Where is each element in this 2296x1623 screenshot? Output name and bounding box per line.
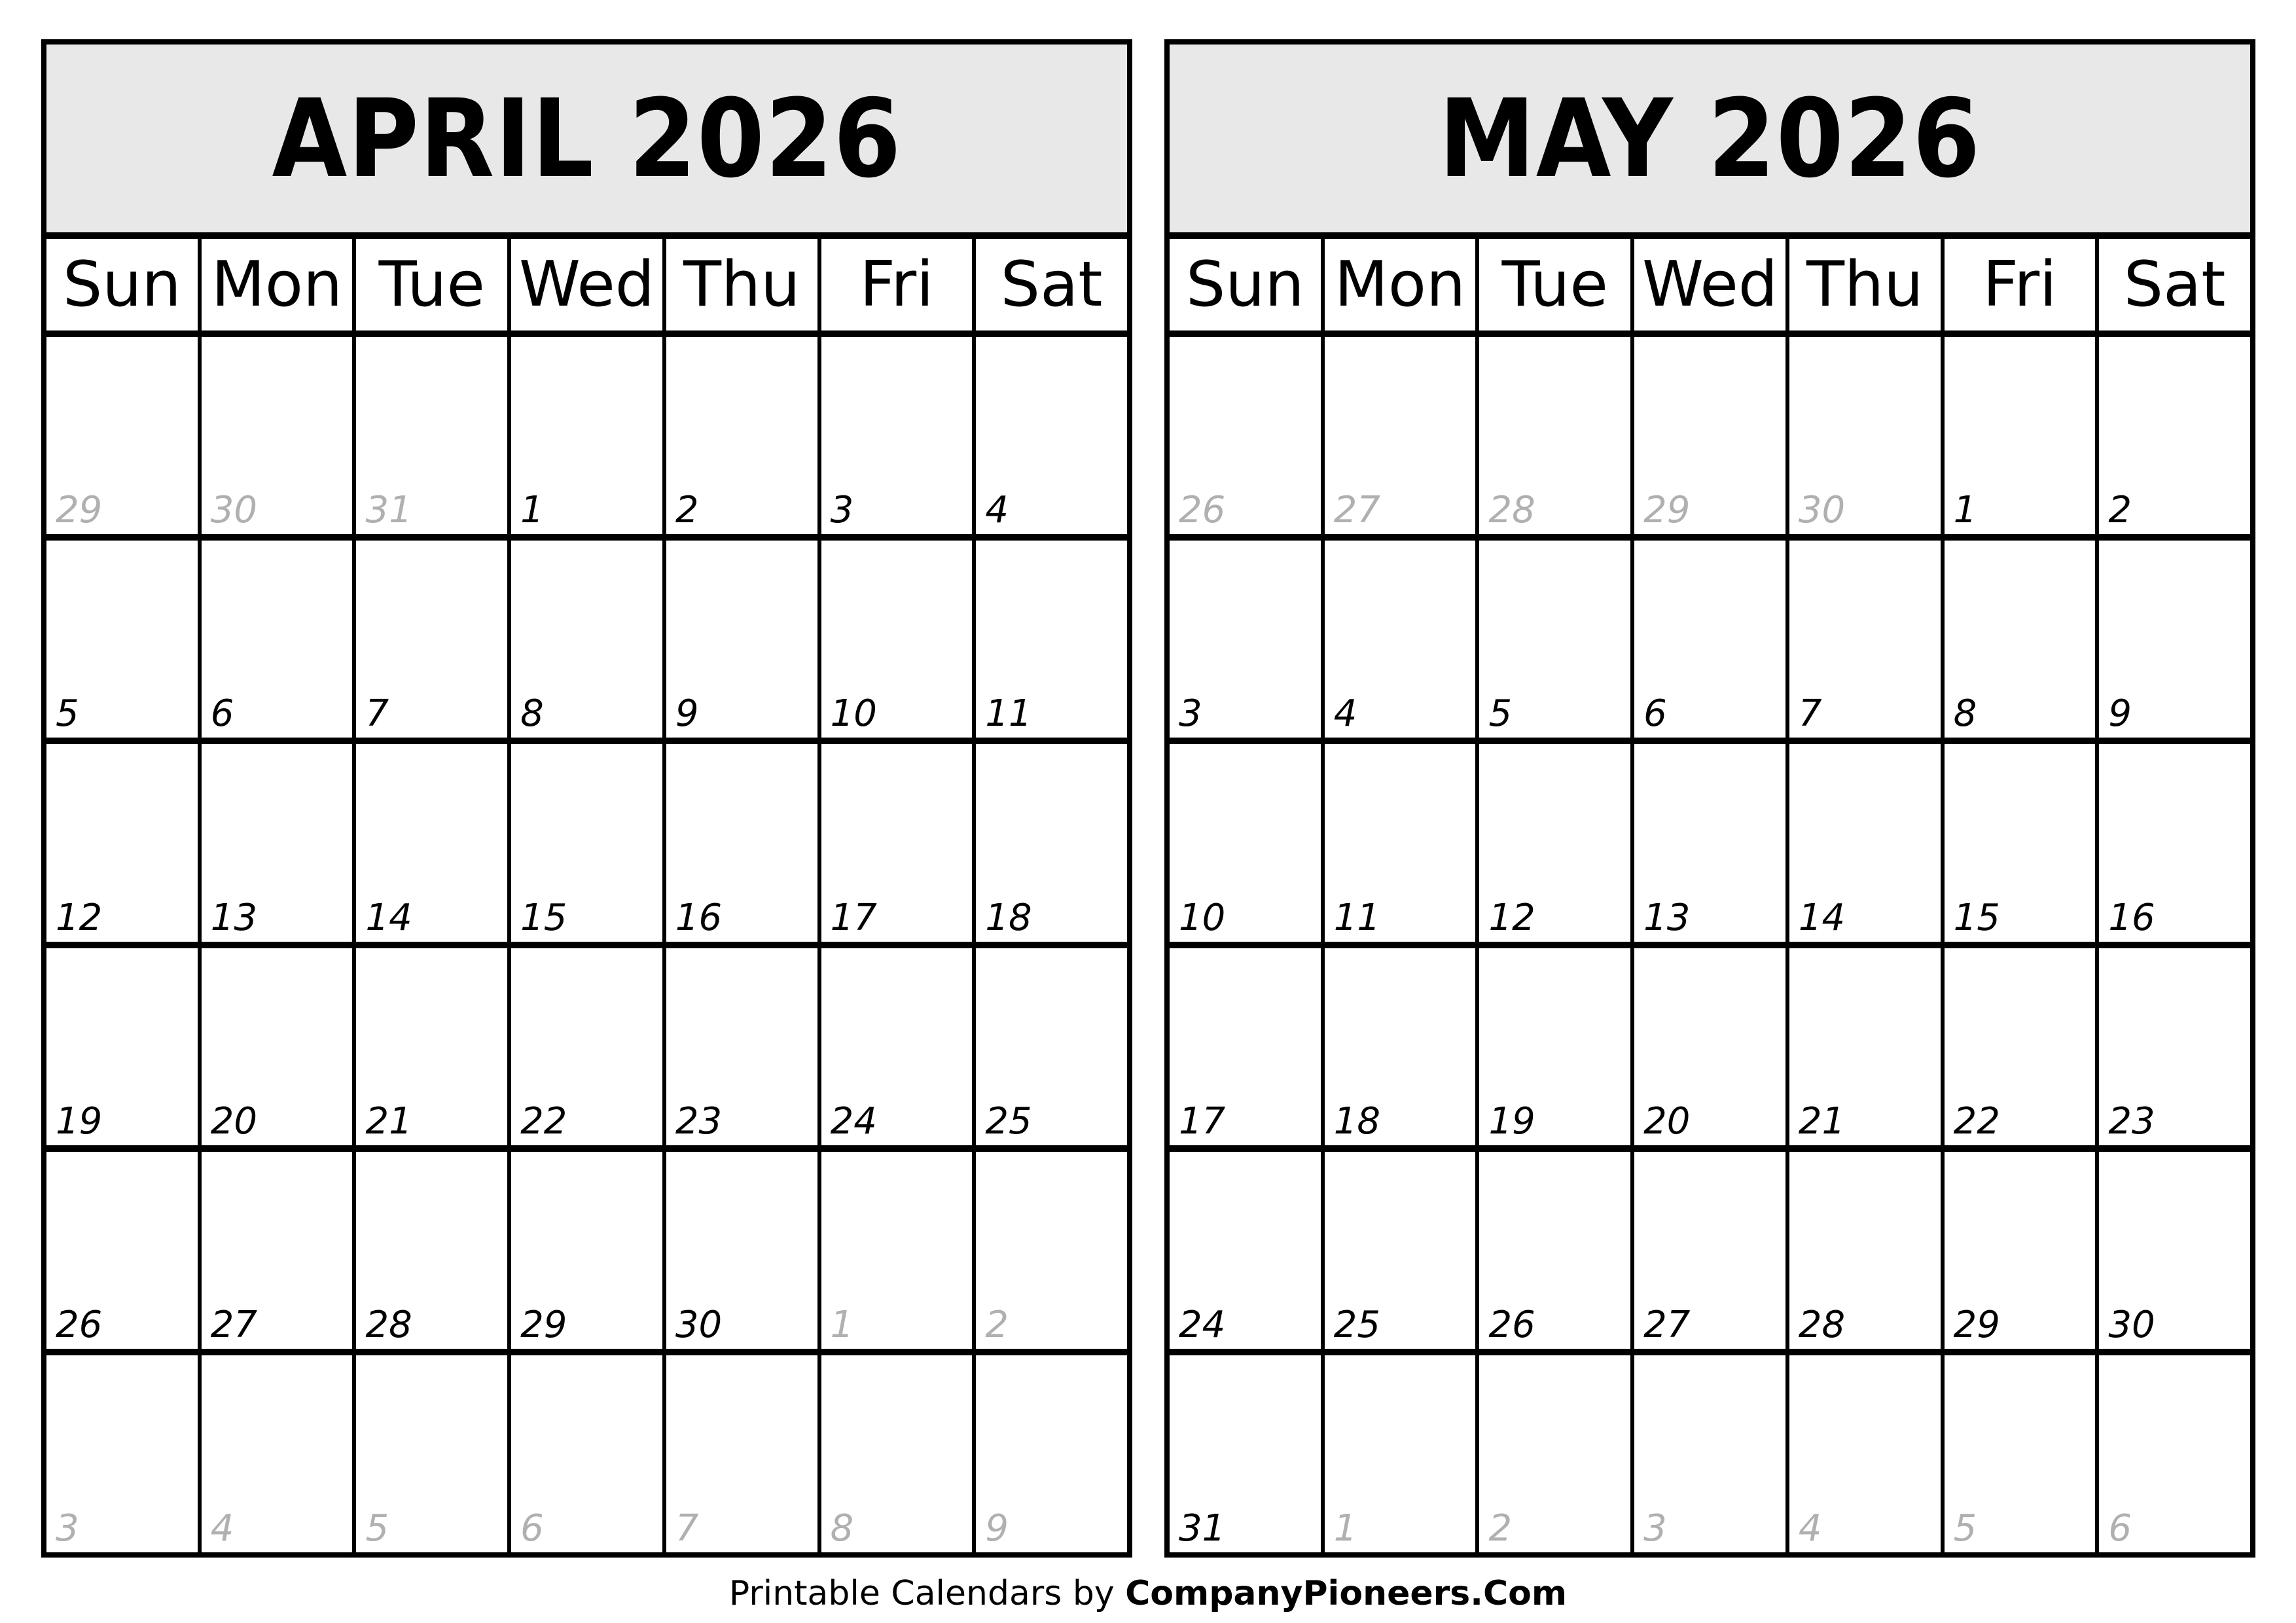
date-number: 7 bbox=[365, 692, 389, 736]
date-cell-adjacent-month bbox=[511, 1355, 666, 1552]
date-number: 10 bbox=[830, 692, 877, 736]
date-cell-adjacent-month bbox=[46, 1355, 202, 1552]
date-number: 23 bbox=[2108, 1099, 2155, 1143]
date-number: 5 bbox=[1488, 692, 1513, 736]
date-cell bbox=[356, 948, 511, 1145]
weekday-header-tue: Tue bbox=[356, 239, 511, 330]
date-cell bbox=[1634, 1152, 1789, 1349]
date-number: 10 bbox=[1179, 896, 1226, 939]
date-cell bbox=[2099, 541, 2250, 738]
date-cell bbox=[1325, 541, 1480, 738]
date-cell-adjacent-month bbox=[2099, 1355, 2250, 1552]
date-number: 5 bbox=[365, 1507, 389, 1550]
date-cell bbox=[511, 1152, 666, 1349]
weekday-header-sat: Sat bbox=[1000, 249, 1103, 321]
date-number: 25 bbox=[1333, 1303, 1380, 1346]
date-number: 21 bbox=[1798, 1099, 1846, 1143]
date-number: 7 bbox=[675, 1507, 699, 1550]
date-cell bbox=[1634, 948, 1789, 1145]
date-cell bbox=[1170, 744, 1325, 941]
date-cell bbox=[1479, 1152, 1634, 1349]
date-cell bbox=[1325, 948, 1480, 1145]
date-number: 1 bbox=[1953, 489, 1977, 532]
date-cell bbox=[976, 948, 1127, 1145]
weekday-header-wed: Wed bbox=[511, 239, 666, 330]
date-number: 4 bbox=[210, 1507, 234, 1550]
date-cell bbox=[2099, 1152, 2250, 1349]
date-number: 12 bbox=[1488, 896, 1535, 939]
date-cell bbox=[202, 1152, 357, 1349]
date-number: 24 bbox=[830, 1099, 877, 1143]
date-cell-adjacent-month bbox=[821, 1152, 977, 1349]
footer bbox=[0, 1567, 2296, 1620]
date-number: 11 bbox=[1333, 896, 1380, 939]
date-number: 6 bbox=[520, 1507, 544, 1550]
date-number: 30 bbox=[2108, 1303, 2155, 1346]
weekday-header-sun: Sun bbox=[1170, 239, 1325, 330]
weekday-header-mon: Mon bbox=[1325, 239, 1480, 330]
date-number: 7 bbox=[1798, 692, 1822, 736]
date-cell bbox=[976, 337, 1127, 534]
date-number: 24 bbox=[1179, 1303, 1226, 1346]
date-number: 18 bbox=[985, 896, 1032, 939]
date-number: 27 bbox=[1643, 1303, 1691, 1346]
date-cell bbox=[1325, 1152, 1480, 1349]
week-row bbox=[46, 337, 1127, 541]
date-cell bbox=[1479, 744, 1634, 941]
date-cell-adjacent-month bbox=[202, 1355, 357, 1552]
date-number: 26 bbox=[56, 1303, 103, 1346]
week-row bbox=[1170, 1355, 2250, 1552]
calendar-april-2026 bbox=[41, 39, 1132, 1558]
date-number: 28 bbox=[1488, 489, 1535, 532]
date-number: 28 bbox=[365, 1303, 412, 1346]
date-cell bbox=[1789, 1152, 1945, 1349]
date-cell bbox=[2099, 744, 2250, 941]
date-number: 12 bbox=[56, 896, 103, 939]
date-cell bbox=[2099, 948, 2250, 1145]
date-cell bbox=[1634, 744, 1789, 941]
date-cell-adjacent-month bbox=[1479, 337, 1634, 534]
date-number: 15 bbox=[520, 896, 567, 939]
week-row bbox=[1170, 948, 2250, 1152]
week-row bbox=[1170, 1152, 2250, 1355]
date-cell bbox=[1945, 541, 2100, 738]
date-cell bbox=[821, 744, 977, 941]
date-number: 30 bbox=[210, 489, 257, 532]
month-title: MAY 2026 bbox=[1439, 75, 1981, 202]
weekday-header-thu: Thu bbox=[666, 239, 821, 330]
date-number: 1 bbox=[830, 1303, 854, 1346]
weekday-header-wed: Wed bbox=[1634, 239, 1789, 330]
dates-grid bbox=[46, 337, 1127, 1552]
date-cell bbox=[1634, 541, 1789, 738]
date-cell bbox=[356, 744, 511, 941]
date-number: 3 bbox=[830, 489, 854, 532]
date-number: 1 bbox=[520, 489, 544, 532]
month-title-band bbox=[1170, 45, 2250, 239]
date-number: 23 bbox=[675, 1099, 723, 1143]
date-number: 14 bbox=[365, 896, 412, 939]
date-number: 30 bbox=[675, 1303, 723, 1346]
date-cell bbox=[821, 337, 977, 534]
date-number: 26 bbox=[1488, 1303, 1535, 1346]
weekday-header-sat: Sat bbox=[2123, 249, 2226, 321]
weekday-header-fri: Fri bbox=[1945, 239, 2100, 330]
date-number: 3 bbox=[56, 1507, 79, 1550]
date-number: 4 bbox=[1798, 1507, 1822, 1550]
weekday-header-mon: Mon bbox=[202, 239, 357, 330]
date-cell-adjacent-month bbox=[976, 1152, 1127, 1349]
date-number: 25 bbox=[985, 1099, 1032, 1143]
date-cell bbox=[511, 337, 666, 534]
date-number: 18 bbox=[1333, 1099, 1380, 1143]
date-cell-adjacent-month bbox=[202, 337, 357, 534]
date-cell bbox=[821, 948, 977, 1145]
date-cell bbox=[356, 1152, 511, 1349]
date-cell-adjacent-month bbox=[356, 1355, 511, 1552]
date-number: 9 bbox=[2108, 692, 2132, 736]
date-cell bbox=[1479, 541, 1634, 738]
week-row bbox=[46, 1152, 1127, 1355]
date-number: 4 bbox=[985, 489, 1009, 532]
date-cell-adjacent-month bbox=[821, 1355, 977, 1552]
date-cell-adjacent-month bbox=[976, 1355, 1127, 1552]
date-cell-adjacent-month bbox=[1170, 337, 1325, 534]
date-number: 19 bbox=[1488, 1099, 1535, 1143]
date-cell-adjacent-month bbox=[1634, 337, 1789, 534]
calendar-may-2026 bbox=[1164, 39, 2255, 1558]
month-title: APRIL 2026 bbox=[272, 75, 902, 202]
date-number: 1 bbox=[1333, 1507, 1357, 1550]
date-number: 6 bbox=[1643, 692, 1667, 736]
date-cell bbox=[356, 541, 511, 738]
month-title-band bbox=[46, 45, 1127, 239]
date-cell bbox=[46, 541, 202, 738]
footer-text: Printable Calendars by bbox=[728, 1574, 1126, 1613]
date-number: 19 bbox=[56, 1099, 103, 1143]
week-row bbox=[46, 541, 1127, 744]
date-number: 8 bbox=[520, 692, 544, 736]
date-cell bbox=[1170, 541, 1325, 738]
date-cell bbox=[1325, 744, 1480, 941]
date-number: 26 bbox=[1179, 489, 1226, 532]
date-number: 9 bbox=[675, 692, 699, 736]
date-number: 22 bbox=[520, 1099, 567, 1143]
date-cell bbox=[2099, 337, 2250, 534]
date-number: 15 bbox=[1953, 896, 2000, 939]
date-cell-adjacent-month bbox=[46, 337, 202, 534]
date-number: 5 bbox=[1953, 1507, 1977, 1550]
week-row bbox=[46, 1355, 1127, 1552]
date-number: 17 bbox=[1179, 1099, 1226, 1143]
date-cell bbox=[1170, 1355, 1325, 1552]
date-cell-adjacent-month bbox=[666, 1355, 821, 1552]
date-number: 2 bbox=[985, 1303, 1009, 1346]
weekday-header-thu: Thu bbox=[1789, 239, 1945, 330]
footer-brand: CompanyPioneers.Com bbox=[1125, 1574, 1568, 1613]
date-cell bbox=[666, 744, 821, 941]
date-number: 2 bbox=[675, 489, 699, 532]
date-cell bbox=[1789, 948, 1945, 1145]
date-number: 3 bbox=[1643, 1507, 1667, 1550]
date-number: 22 bbox=[1953, 1099, 2000, 1143]
date-number: 30 bbox=[1798, 489, 1846, 532]
date-cell bbox=[46, 1152, 202, 1349]
date-number: 8 bbox=[1953, 692, 1977, 736]
date-cell bbox=[1789, 541, 1945, 738]
date-cell-adjacent-month bbox=[1945, 1355, 2100, 1552]
date-cell bbox=[976, 541, 1127, 738]
date-number: 31 bbox=[365, 489, 412, 532]
date-cell bbox=[46, 744, 202, 941]
date-cell bbox=[666, 337, 821, 534]
date-number: 14 bbox=[1798, 896, 1846, 939]
date-cell-adjacent-month bbox=[1789, 1355, 1945, 1552]
date-cell bbox=[202, 948, 357, 1145]
date-number: 20 bbox=[210, 1099, 257, 1143]
weekday-header-sun: Sun bbox=[46, 239, 202, 330]
date-cell-adjacent-month bbox=[356, 337, 511, 534]
date-cell-adjacent-month bbox=[1325, 1355, 1480, 1552]
date-number: 8 bbox=[830, 1507, 854, 1550]
date-number: 5 bbox=[56, 692, 79, 736]
date-cell bbox=[1945, 337, 2100, 534]
date-number: 27 bbox=[210, 1303, 257, 1346]
week-row bbox=[1170, 744, 2250, 948]
date-number: 16 bbox=[675, 896, 723, 939]
date-cell bbox=[666, 1152, 821, 1349]
date-cell bbox=[1945, 1152, 2100, 1349]
date-cell bbox=[46, 948, 202, 1145]
date-number: 9 bbox=[985, 1507, 1009, 1550]
week-row bbox=[1170, 541, 2250, 744]
date-cell bbox=[1789, 744, 1945, 941]
weekday-header-row bbox=[46, 239, 1127, 337]
date-cell bbox=[1479, 948, 1634, 1145]
date-cell bbox=[511, 541, 666, 738]
date-cell bbox=[666, 541, 821, 738]
date-number: 4 bbox=[1333, 692, 1357, 736]
date-number: 20 bbox=[1643, 1099, 1691, 1143]
date-number: 29 bbox=[520, 1303, 567, 1346]
date-number: 13 bbox=[1643, 896, 1691, 939]
date-cell bbox=[1945, 744, 2100, 941]
date-cell bbox=[1170, 1152, 1325, 1349]
date-cell-adjacent-month bbox=[1789, 337, 1945, 534]
week-row bbox=[46, 948, 1127, 1152]
weekday-header-row bbox=[1170, 239, 2250, 337]
date-cell bbox=[1170, 948, 1325, 1145]
week-row bbox=[1170, 337, 2250, 541]
date-cell-adjacent-month bbox=[1325, 337, 1480, 534]
date-cell bbox=[666, 948, 821, 1145]
date-number: 31 bbox=[1179, 1507, 1226, 1550]
weekday-header-tue: Tue bbox=[1479, 239, 1634, 330]
date-number: 21 bbox=[365, 1099, 412, 1143]
date-number: 27 bbox=[1333, 489, 1380, 532]
date-number: 6 bbox=[2108, 1507, 2132, 1550]
date-cell-adjacent-month bbox=[1634, 1355, 1789, 1552]
date-number: 11 bbox=[985, 692, 1032, 736]
dates-grid bbox=[1170, 337, 2250, 1552]
date-number: 2 bbox=[1488, 1507, 1513, 1550]
date-cell bbox=[821, 541, 977, 738]
date-number: 28 bbox=[1798, 1303, 1846, 1346]
date-number: 29 bbox=[1953, 1303, 2000, 1346]
date-number: 29 bbox=[1643, 489, 1691, 532]
week-row bbox=[46, 744, 1127, 948]
date-cell bbox=[976, 744, 1127, 941]
date-number: 29 bbox=[56, 489, 103, 532]
date-number: 13 bbox=[210, 896, 257, 939]
date-cell bbox=[511, 744, 666, 941]
date-cell-adjacent-month bbox=[1479, 1355, 1634, 1552]
date-cell bbox=[202, 541, 357, 738]
weekday-header-fri: Fri bbox=[821, 239, 977, 330]
date-number: 16 bbox=[2108, 896, 2155, 939]
date-number: 6 bbox=[210, 692, 234, 736]
date-number: 2 bbox=[2108, 489, 2132, 532]
date-number: 17 bbox=[830, 896, 877, 939]
date-cell bbox=[511, 948, 666, 1145]
date-number: 3 bbox=[1179, 692, 1202, 736]
date-cell bbox=[1945, 948, 2100, 1145]
date-cell bbox=[202, 744, 357, 941]
